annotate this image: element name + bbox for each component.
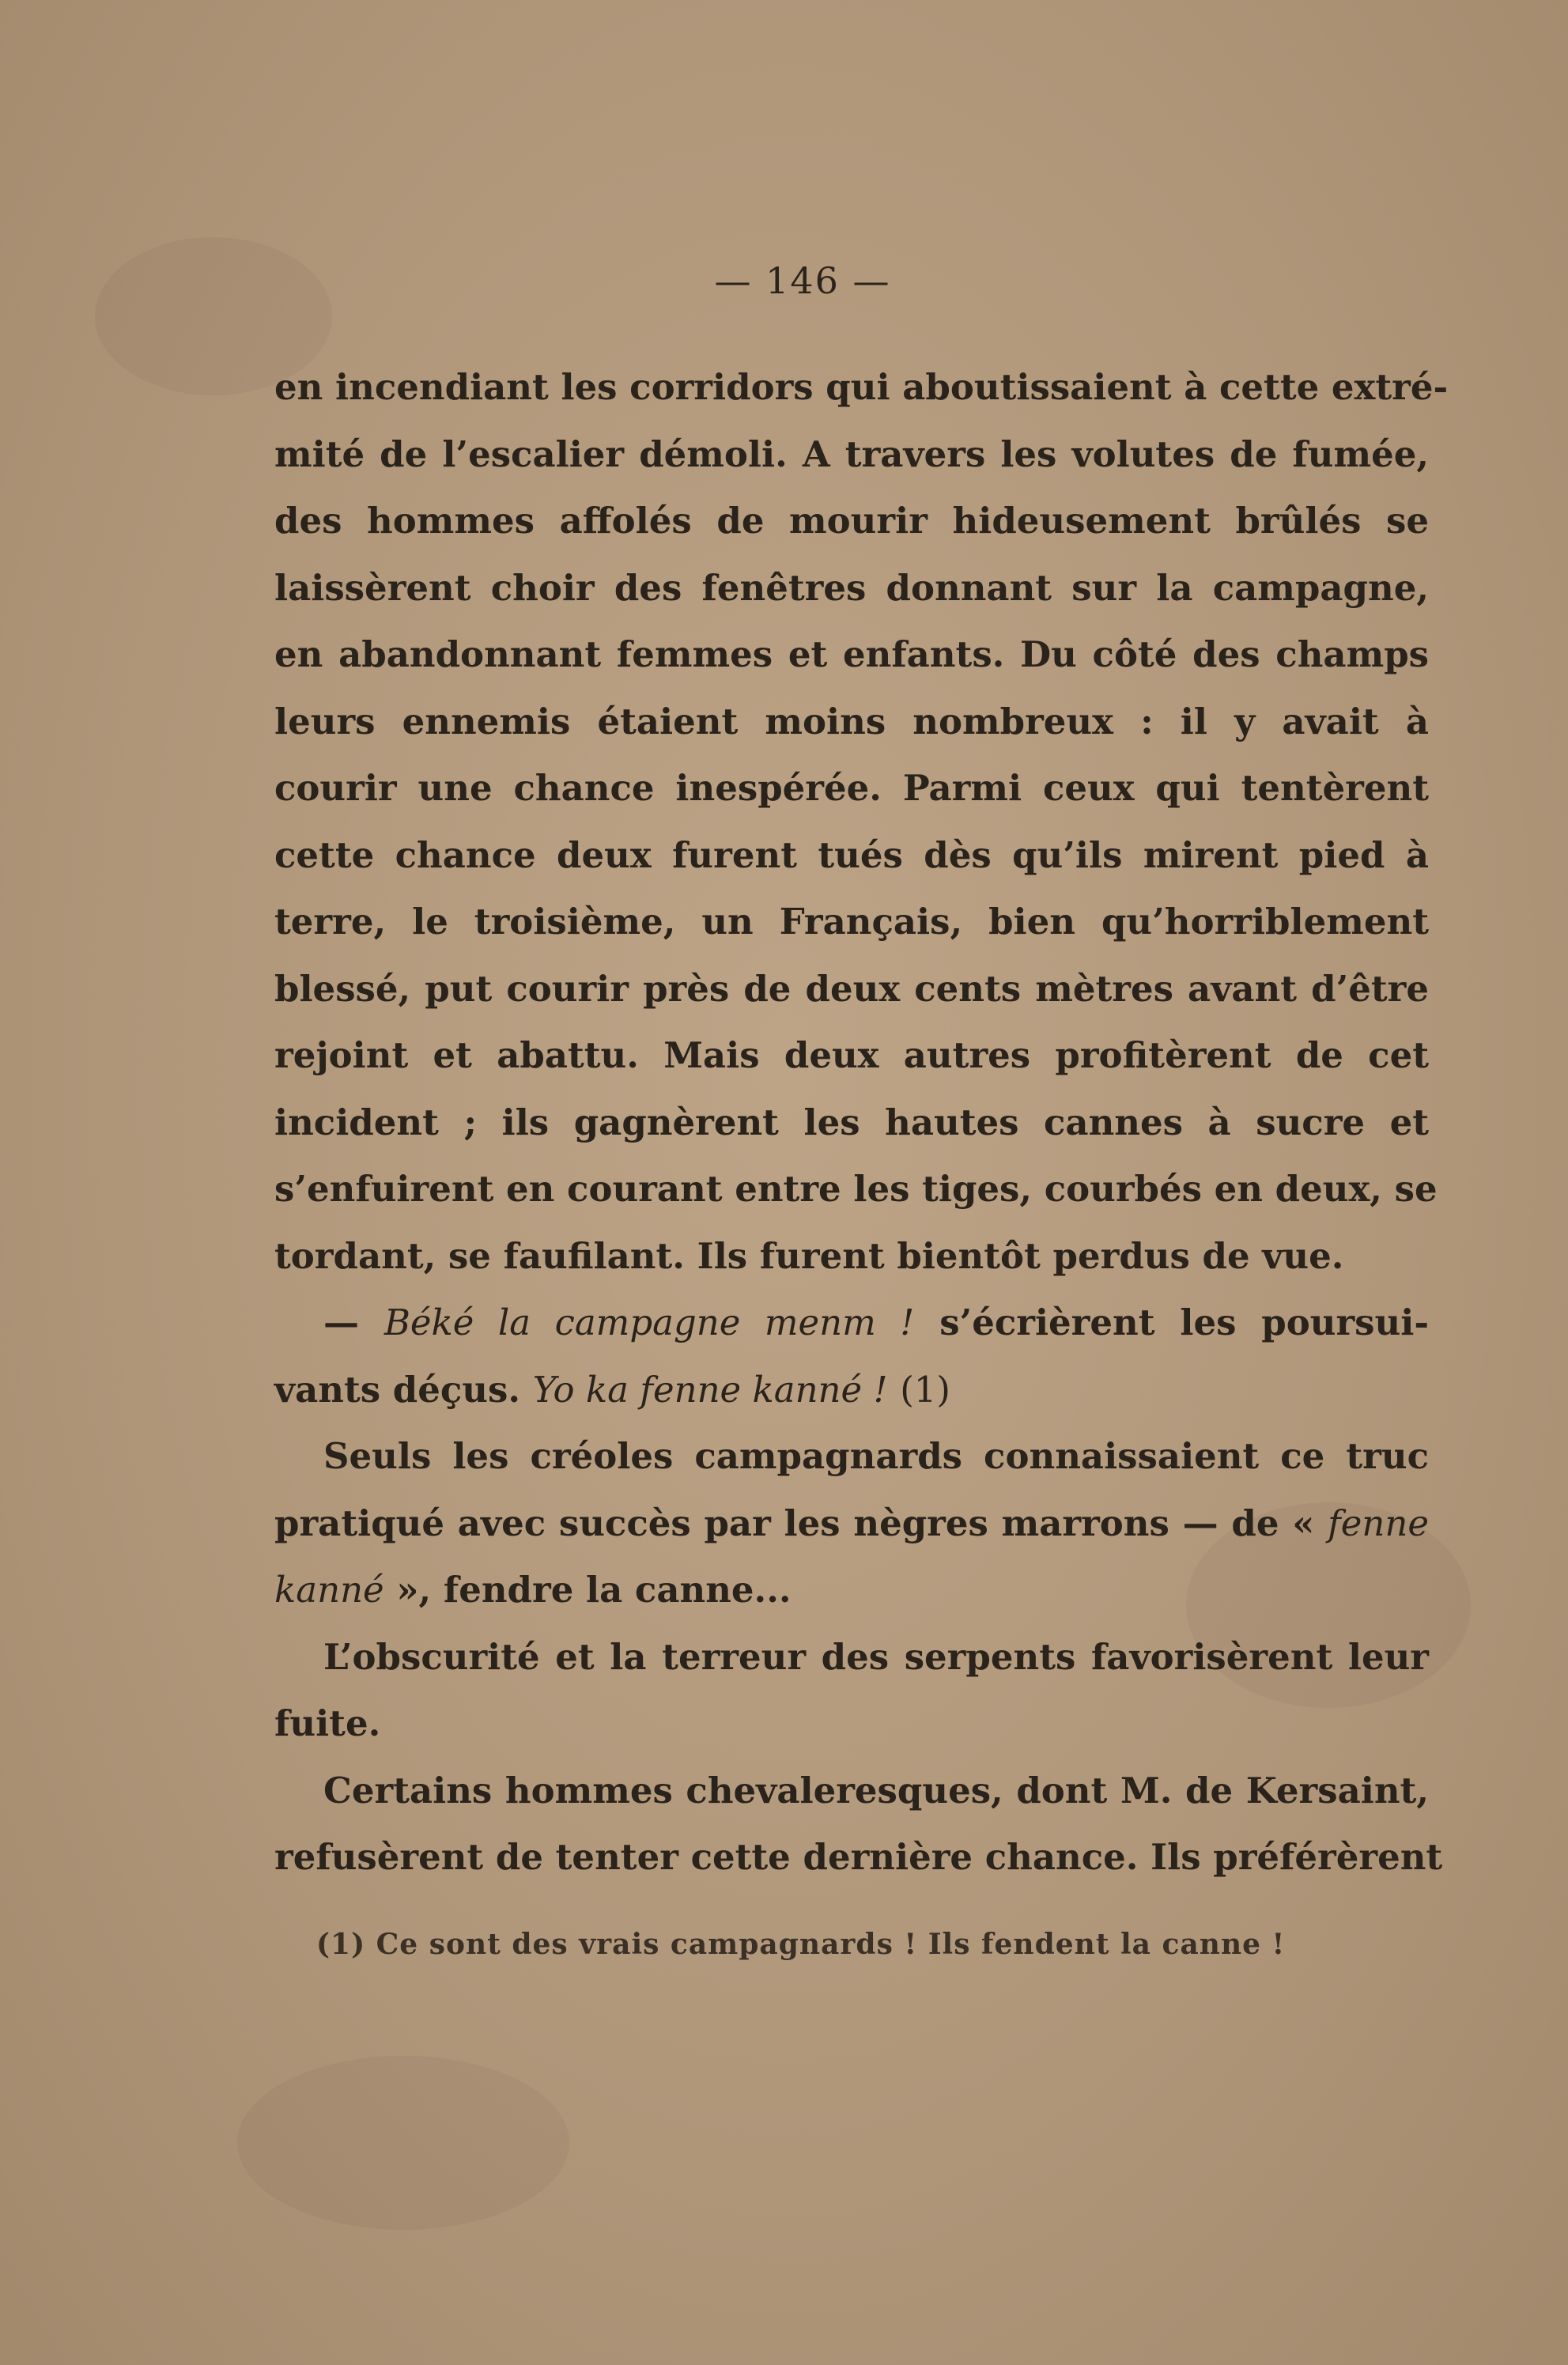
text-line: L’obscurité et la terreur des serpents favorisèrent leur	[323, 1635, 1429, 1678]
footnote: (1) Ce sont des vrais campagnards ! Ils fendent la canne !	[316, 1928, 1286, 1961]
italic-creole: Béké la campagne menm !	[383, 1302, 915, 1343]
text-run: vants déçus.	[274, 1368, 521, 1411]
text-line-dialogue	[274, 1290, 1429, 1357]
text-line	[274, 1490, 1429, 1558]
text-line: blessé, put courir près de deux cents mètres avant d’être	[274, 967, 1429, 1010]
text-line	[274, 1357, 1429, 1424]
text-line: terre, le troisième, un Français, bien qu’horriblement	[274, 901, 1429, 943]
text-line: rejoint et abattu. Mais deux autres profitèrent de cet	[274, 1034, 1429, 1076]
text-line: fuite.	[274, 1702, 381, 1744]
text-line: leurs ennemis étaient moins nombreux : il y avait à	[274, 700, 1429, 742]
text-line: cette chance deux furent tués dès qu’ils mirent pied à	[274, 833, 1429, 876]
page-number: — 146 —	[714, 259, 891, 302]
text-line	[274, 1557, 1429, 1624]
footnote-ref: (1)	[900, 1368, 950, 1411]
text-line: laissèrent choir des fenêtres donnant sur la campagne,	[274, 566, 1429, 609]
text-line: en incendiant les corridors qui aboutissaient à cette extré-	[274, 366, 1449, 408]
text-line: courir une chance inespérée. Parmi ceux qui tentèrent	[274, 767, 1429, 809]
text-line: tordant, se faufilant. Ils furent bientôt perdus de vue.	[274, 1234, 1344, 1277]
italic-creole: fenne	[1328, 1502, 1429, 1544]
text-line: en abandonnant femmes et enfants. Du côté des champs	[274, 633, 1429, 675]
text-line: des hommes affolés de mourir hideusement brûlés se	[274, 500, 1429, 542]
dash: —	[323, 1302, 359, 1343]
text-run: s’écrièrent les poursui-	[939, 1302, 1429, 1343]
text-line: s’enfuirent en courant entre les tiges, courbés en deux, se	[274, 1168, 1438, 1210]
text-line: incident ; ils gagnèrent les hautes cannes à sucre et	[274, 1101, 1429, 1143]
italic-creole: Yo ka fenne kanné !	[532, 1368, 888, 1411]
paper-stain	[237, 2056, 569, 2230]
text-line: Certains hommes chevaleresques, dont M. de Kersaint,	[323, 1769, 1429, 1812]
body-text	[274, 354, 1449, 1891]
text-line: refusèrent de tenter cette dernière chance. Ils préférèrent	[274, 1836, 1443, 1878]
text-run: », fendre la canne...	[396, 1569, 792, 1611]
italic-creole: kanné	[274, 1569, 384, 1611]
text-line: Seuls les créoles campagnards connaissaient ce truc	[323, 1435, 1429, 1477]
text-line: mité de l’escalier démoli. A travers les volutes de fumée,	[274, 433, 1429, 475]
text-run: pratiqué avec succès par les nègres marrons — de «	[274, 1502, 1315, 1544]
